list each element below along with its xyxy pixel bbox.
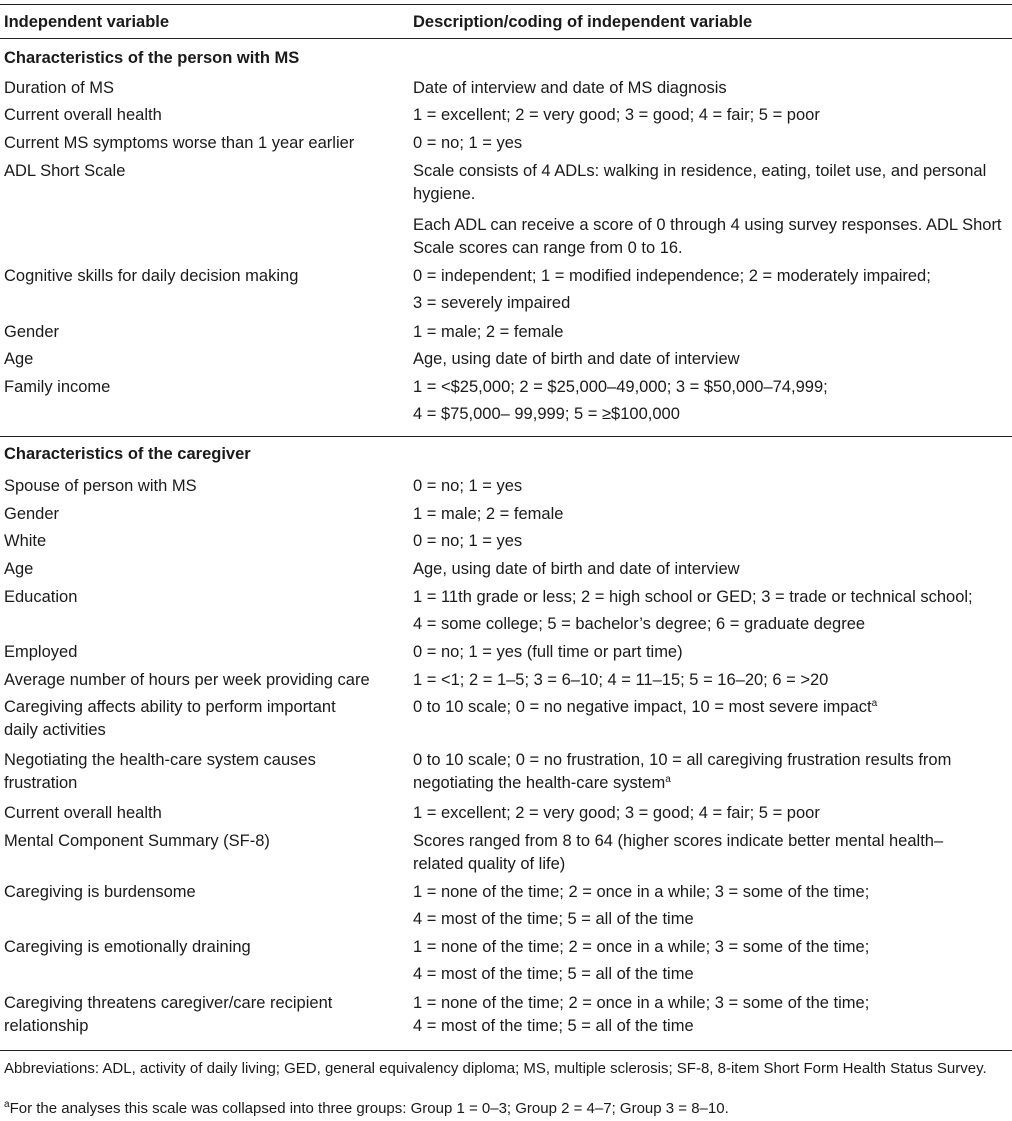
row-label: Caregiving is emotionally draining [4,938,251,956]
row-label-line: Caregiving affects ability to perform important [4,698,336,716]
row-desc-line: 4 = $75,000– 99,999; 5 = ≥$100,000 [413,405,680,423]
row-desc-line: 4 = most of the time; 5 = all of the time [413,910,694,928]
top-rule [0,4,1012,5]
row-desc: 1 = excellent; 2 = very good; 3 = good; 4 = fair; 5 = poor [413,804,820,822]
row-desc-line: 1 = 11th grade or less; 2 = high school or GED; 3 = trade or technical school; [413,588,973,606]
row-desc-line: Scale scores can range from 0 to 16. [413,239,683,257]
header-rule [0,38,1012,39]
row-label: Gender [4,505,60,523]
row-label: Current MS symptoms worse than 1 year earlier [4,134,355,152]
row-desc-line: Scale consists of 4 ADLs: walking in residence, eating, toilet use, and personal [413,162,987,180]
section-title-person: Characteristics of the person with MS [4,49,300,67]
row-label: Cognitive skills for daily decision making [4,267,299,285]
row-label: Family income [4,378,111,396]
row-label: ADL Short Scale [4,162,126,180]
row-label: Employed [4,643,78,661]
row-label [4,696,400,742]
section-rule [0,436,1012,437]
footnote-a-text: For the analyses this scale was collapsed into three groups: Group 1 = 0–3; Group 2 = 4–7; Group 3 = 8–10. [9,1100,729,1117]
row-desc-line: 0 to 10 scale; 0 = no negative impact, 10 = most severe impact [413,698,872,716]
row-label: Gender [4,323,60,341]
row-label: Mental Component Summary (SF-8) [4,832,270,850]
row-label: Current overall health [4,106,162,124]
row-desc [413,586,1005,636]
footnote-marker: a [871,698,878,709]
row-label: Education [4,588,78,606]
header-description: Description/coding of independent variable [413,13,753,31]
row-label: Current overall health [4,804,162,822]
row-label-line: daily activities [4,721,106,739]
bottom-rule [0,1050,1012,1051]
row-desc-line: 4 = some college; 5 = bachelor’s degree; 6 = graduate degree [413,615,866,633]
row-desc: 1 = <1; 2 = 1–5; 3 = 6–10; 4 = 11–15; 5 = 16–20; 6 = >20 [413,671,829,689]
row-desc: 0 = no; 1 = yes [413,532,523,550]
row-label: Duration of MS [4,79,115,97]
footnote-a-marker: a [4,1099,10,1110]
row-label: Age [4,350,34,368]
row-desc: 1 = male; 2 = female [413,505,564,523]
row-desc: 0 = no; 1 = yes [413,134,523,152]
row-desc-line: 4 = most of the time; 5 = all of the time [413,1017,694,1035]
row-desc-line: 1 = none of the time; 2 = once in a while; 3 = some of the time; [413,938,870,956]
row-label: Average number of hours per week providing care [4,671,370,689]
row-desc [413,881,1005,931]
row-label: Spouse of person with MS [4,477,197,495]
row-desc [413,830,1005,876]
row-label: Age [4,560,34,578]
row-desc [413,265,1005,315]
row-desc: 0 = no; 1 = yes [413,477,523,495]
row-desc: 0 = no; 1 = yes (full time or part time) [413,643,683,661]
row-label: Caregiving is burdensome [4,883,196,901]
row-desc-line: 0 = independent; 1 = modified independence; 2 = moderately impaired; [413,267,931,285]
row-desc [413,936,1005,986]
row-desc [413,696,1005,719]
row-desc: Age, using date of birth and date of interview [413,350,740,368]
footnote-a [4,1099,1004,1118]
row-label-line: Caregiving threatens caregiver/care recipient [4,994,333,1012]
footnote-marker: a [665,774,671,785]
row-label [4,749,400,795]
row-desc-line: negotiating the health-care system [413,774,666,792]
row-label [4,992,400,1038]
row-label-line: frustration [4,774,78,792]
row-desc: Age, using date of birth and date of interview [413,560,740,578]
row-desc-line: 0 to 10 scale; 0 = no frustration, 10 = all caregiving frustration results from [413,751,952,769]
row-desc-line: Scores ranged from 8 to 64 (higher scores indicate better mental health– [413,832,944,850]
header-independent-variable: Independent variable [4,13,170,31]
row-desc-line: Each ADL can receive a score of 0 through 4 using survey responses. ADL Short [413,216,1002,234]
row-desc: 1 = male; 2 = female [413,323,564,341]
row-desc [413,376,1005,426]
row-desc: Date of interview and date of MS diagnosis [413,79,727,97]
row-desc-line: 1 = none of the time; 2 = once in a while; 3 = some of the time; [413,883,870,901]
row-desc-line: 3 = severely impaired [413,294,571,312]
row-desc-line: 1 = none of the time; 2 = once in a while; 3 = some of the time; [413,994,870,1012]
row-label: White [4,532,47,550]
row-label-line: relationship [4,1017,89,1035]
row-desc-line: 4 = most of the time; 5 = all of the time [413,965,694,983]
abbreviations-note: Abbreviations: ADL, activity of daily living; GED, general equivalency diploma; MS, multiple sclerosis; SF-8, 8-item Short Form Health Status Survey. [4,1060,987,1077]
row-desc-line: 1 = <$25,000; 2 = $25,000–49,000; 3 = $50,000–74,999; [413,378,828,396]
row-desc-line: related quality of life) [413,855,566,873]
row-desc-line: hygiene. [413,185,476,203]
row-label-line: Negotiating the health-care system causes [4,751,316,769]
section-title-caregiver: Characteristics of the caregiver [4,445,251,463]
row-desc [413,749,1005,795]
row-desc [413,160,1005,260]
row-desc [413,992,1005,1038]
row-desc: 1 = excellent; 2 = very good; 3 = good; 4 = fair; 5 = poor [413,106,820,124]
